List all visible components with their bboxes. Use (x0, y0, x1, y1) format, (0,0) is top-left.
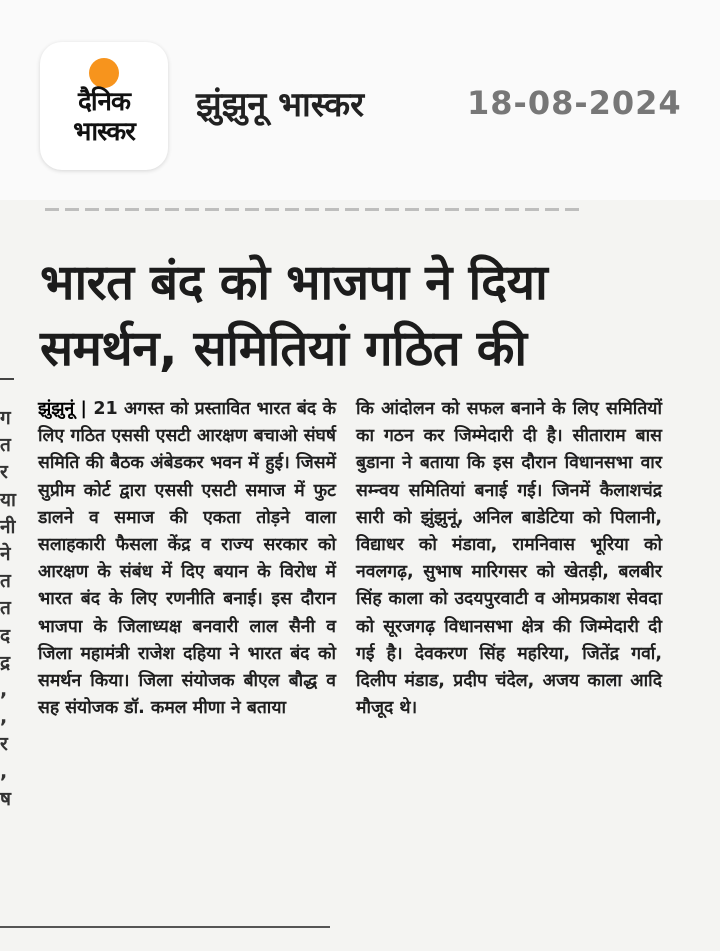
divider (0, 926, 330, 928)
divider (0, 378, 14, 380)
article-headline: भारत बंद को भाजपा ने दिया समर्थन, समितियां गठित की (40, 254, 548, 377)
newspaper-clipping (0, 200, 720, 951)
edition-name: झुंझुनू भास्कर (196, 85, 365, 125)
article-column-1 (38, 396, 336, 722)
article-column-1-text: 21 अगस्त को प्रस्तावित भारत बंद के लिए गठित एससी एसटी आरक्षण बचाओ संघर्ष समिति की बैठक अंबेडकर भवन में हुई। जिसमें सुप्रीम कोर्ट द्वारा एससी एसटी समाज में फुट डालने व समाज की एकता तोड़ने वाला सलाहकारी फैसला केंद्र व राज्य सरकार को आरक्षण के संबंध में दिए बयान के विरोध में भारत बंद के लिए रणनीति बनाई। इस दौरान भाजपा के जिलाध्यक्ष बनवारी लाल सैनी व जिला महामंत्री राजेश दहिया ने भारत बंद को समर्थन किया। जिला संयोजक बीएल बौद्ध व सह संयोजक डॉ. कमल मीणा ने बताया (38, 399, 337, 719)
app-header (0, 0, 720, 200)
article-column-2: कि आंदोलन को सफल बनाने के लिए समितियों का गठन कर जिम्मेदारी दी है। सीताराम बास बुडाना ने बताया कि इस दौरान विधानसभा वार सम्न्वय समितियां बनाई गई। जिनमें कैलाशचंद्र सारी को झुंझुनूं, अनिल बाडेटिया को पिलानी, विद्याधर को मंडावा, रामनिवास भूरिया को नवलगढ़, सुभाष मारिगसर को खेतड़ी, बलबीर सिंह काला को उदयपुरवाटी व ओमप्रकाश सेवदा को सूरजगढ़ विधानसभा क्षेत्र की जिम्मेदारी दी गई है। देवकरण सिंह महरिया, जितेंद्र गर्वा, दिलीप मंडाड, प्रदीप चंदेल, अजय काला आदि मौजूद थे। (356, 399, 662, 719)
logo-text-line1: दैनिक (78, 87, 130, 117)
dainik-bhaskar-logo[interactable] (40, 42, 168, 170)
sun-icon (89, 58, 119, 88)
logo-text-line2: भास्कर (73, 117, 135, 147)
cropped-column-fragment: ग त र या नी ने त त द द्र , , र , ष (0, 407, 16, 810)
edition-date: 18-08-2024 (467, 84, 682, 122)
cropped-text-line (45, 208, 580, 211)
article-dateline: झुंझुनूं | (38, 399, 87, 419)
